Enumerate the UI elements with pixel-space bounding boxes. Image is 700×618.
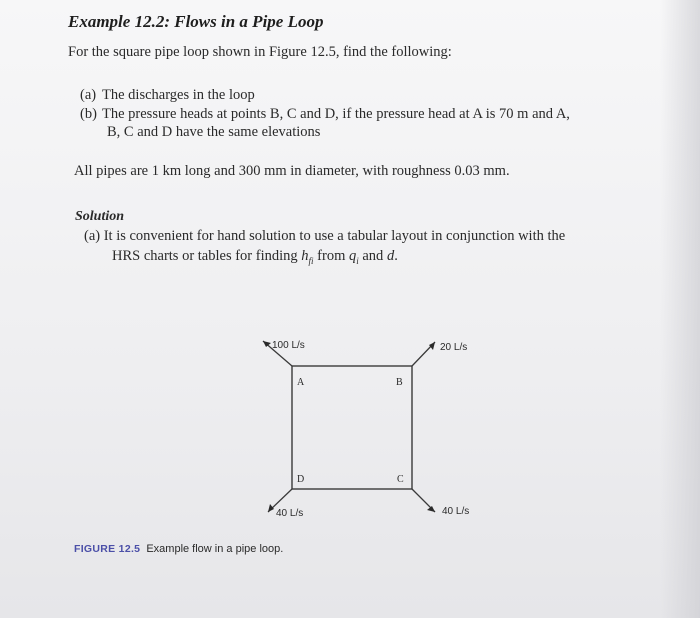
var-q-sub: i [356, 255, 359, 266]
node-label-d: D [297, 474, 305, 485]
part-b-label: (b) [80, 106, 97, 122]
arrow-outflow-c-icon [427, 506, 435, 512]
solution-a-text: It is convenient for hand solution to use a tabular layout in conjunction with the [103, 228, 566, 244]
var-h: h [301, 248, 309, 264]
flow-label-d: 40 L/s [276, 508, 304, 519]
figure-caption-prefix: FIGURE 12.5 [74, 543, 141, 555]
node-label-a: A [297, 377, 305, 388]
part-b-text-line1: The pressure heads at points B, C and D, if the pressure head at A is 70 m and A, [102, 106, 570, 122]
node-label-b: B [396, 377, 403, 388]
pipe-spec-note: All pipes are 1 km long and 300 mm in diameter, with roughness 0.03 mm. [74, 163, 510, 179]
solution-a-end: . [394, 248, 398, 264]
arrow-outflow-d-icon [268, 504, 274, 512]
solution-a-label: (a) [84, 228, 101, 244]
var-q: q [348, 248, 357, 264]
pipe-loop-square [292, 366, 412, 489]
figure-caption [74, 543, 283, 555]
var-h-sub: fi [308, 255, 314, 266]
flow-label-a: 100 L/s [272, 340, 305, 351]
solution-a-and: and [358, 248, 387, 264]
example-title: Example 12.2: Flows in a Pipe Loop [68, 12, 324, 31]
node-label-c: C [397, 474, 404, 485]
var-d: d [386, 248, 395, 264]
flow-label-b: 20 L/s [440, 342, 468, 353]
figure-caption-text: Example flow in a pipe loop. [146, 543, 284, 555]
solution-a-mid: from [313, 248, 349, 264]
part-a-label: (a) [80, 87, 97, 103]
part-b-line2: B, C and D have the same elevations [107, 124, 321, 140]
arrow-outflow-b-icon [429, 342, 435, 350]
intro-text: For the square pipe loop shown in Figure 12.5, find the following: [68, 44, 452, 60]
solution-heading: Solution [75, 209, 125, 224]
flow-label-c: 40 L/s [442, 506, 470, 517]
solution-a-line2-pre: HRS charts or tables for finding [112, 248, 302, 264]
part-a-text: The discharges in the loop [102, 87, 255, 103]
